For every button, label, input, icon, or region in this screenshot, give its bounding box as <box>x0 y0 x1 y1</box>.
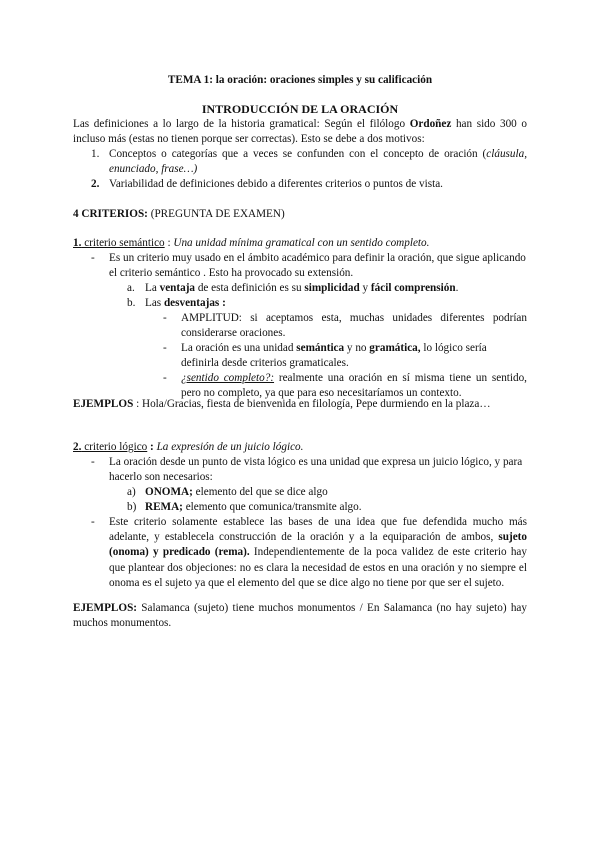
gramatica-bold: gramática, <box>369 342 421 354</box>
semantica-mid: y no <box>344 342 370 354</box>
ordonez-name: Ordoñez <box>409 118 452 130</box>
criterio-1-name: criterio semántico <box>81 237 165 249</box>
ejemplos-1-text: : Hola/Gracias, fiesta de bienvenida en filología, Pepe durmiendo en la plaza… <box>133 398 491 410</box>
ventaja-pre: La <box>145 282 160 294</box>
rema-label: b) <box>127 501 137 513</box>
criterios-heading-rest: (PREGUNTA DE EXAMEN) <box>147 208 285 220</box>
ejemplos-2-label: EJEMPLOS: <box>73 602 138 614</box>
criterio-2-name: criterio lógico <box>81 441 148 453</box>
criterio-1-heading <box>73 236 429 251</box>
semantica-bold: semántica <box>296 342 345 354</box>
sujeto-predicado-bold: sujeto (onoma) y predicado (rema). <box>109 531 527 559</box>
document-title: TEMA 1: la oración: oraciones simples y su calificación <box>167 74 433 86</box>
desventajas-pre: Las <box>145 297 164 309</box>
intro-item-1-text: Conceptos o categorías que a veces se confunden con el concepto de oración ( <box>109 148 487 160</box>
criterio-2-dash-2: - <box>91 516 95 528</box>
criterio-1-sep: : <box>164 237 174 249</box>
rema-item <box>145 500 362 515</box>
onoma-text: elemento del que se dice algo <box>192 486 328 498</box>
sentido-completo-text: realmente una oración en sí misma tiene un sentido, pero no completo, ya que para eso necesitaríamos un contexto. <box>181 372 527 400</box>
criterio-2-sep: : <box>147 441 157 453</box>
ejemplos-1-label: EJEMPLOS <box>73 398 134 410</box>
ejemplos-1 <box>73 397 491 412</box>
intro-item-2-number: 2. <box>91 178 100 190</box>
ventaja-end: . <box>455 282 459 294</box>
criterios-heading-bold: 4 CRITERIOS: <box>73 208 148 220</box>
sub-dash-2: - <box>163 342 167 354</box>
sub-dash-1: - <box>163 312 167 324</box>
onoma-bold: ONOMA; <box>145 486 193 498</box>
criterio-2-paragraph-end: Independientemente de la poca validez de este criterio hay que plantear dos objeciones: no es clara la necesidad de estos en una oración y no siempre el onoma es el sujeto ya que el elemento del que se dice algo no tiene por que ser el sujeto. <box>109 546 527 589</box>
desventajas-label: b. <box>127 297 136 309</box>
rema-text: elemento que comunica/transmite algo. <box>182 501 362 513</box>
criterios-heading <box>73 207 285 222</box>
semantica-end: lo lógico sería definirla desde criterios gramaticales. <box>181 342 487 370</box>
semantica-pre: La oración es una unidad <box>181 342 297 354</box>
intro-item-1 <box>109 147 527 177</box>
intro-text-2: han sido 300 o incluso más (estas no tienen porque ser correctas). Esto se debe a dos motivos: <box>73 118 527 146</box>
amplitud-item: AMPLITUD: si aceptamos esta, muchas unidades diferentes podrían considerarse oraciones. <box>181 312 527 340</box>
section-heading: INTRODUCCIÓN DE LA ORACIÓN <box>201 102 399 116</box>
intro-item-1-italic: cláusula, enunciado, frase…) <box>109 148 527 176</box>
simplicidad-bold: simplicidad <box>304 282 360 294</box>
rema-bold: REMA; <box>145 501 183 513</box>
criterio-2-paragraph-pre: Este criterio solamente establece las bases de una idea que fue defendida mucho más adelante, y establecela construcción de la oración y a la equiparación de ambos, <box>109 516 527 544</box>
onoma-item <box>145 485 328 500</box>
intro-text-1: Las definiciones a lo largo de la historia gramatical: Según el filólogo <box>73 118 410 130</box>
ventaja-and: y <box>359 282 371 294</box>
criterio-2-dash: - <box>91 456 95 468</box>
criterio-2-number: 2. <box>73 441 82 453</box>
criterio-2-heading <box>73 440 303 455</box>
desventajas-item <box>145 296 226 311</box>
facil-comprension-bold: fácil comprensión <box>370 282 456 294</box>
sub-dash-3: - <box>163 372 167 384</box>
intro-paragraph <box>73 117 527 147</box>
onoma-label: a) <box>127 486 136 498</box>
intro-item-2: Variabilidad de definiciones debido a diferentes criterios o puntos de vista. <box>109 178 443 190</box>
ejemplos-2 <box>73 601 527 631</box>
ventaja-label: a. <box>127 282 135 294</box>
ventaja-bold: ventaja <box>159 282 196 294</box>
criterio-1-number: 1. <box>73 237 82 249</box>
ejemplos-2-text: Salamanca (sujeto) tiene muchos monumentos / En Salamanca (no hay sujeto) hay muchos monumentos. <box>73 602 527 630</box>
criterio-1-definition: Una unidad mínima gramatical con un sentido completo. <box>173 237 430 249</box>
criterio-2-text: La oración desde un punto de vista lógico es una unidad que expresa un juicio lógico, y para hacerlo son necesarios: <box>109 456 523 484</box>
intro-item-1-number: 1. <box>91 148 100 160</box>
criterio-2-definition: La expresión de un juicio lógico. <box>156 441 304 453</box>
sentido-completo-italic: ¿sentido completo?: <box>181 372 275 384</box>
criterio-1-text: Es un criterio muy usado en el ámbito académico para definir la oración, que sigue aplicando el criterio semántico . Esto ha provocado su extensión. <box>109 252 526 280</box>
semantica-item <box>181 341 527 371</box>
ventaja-mid: de esta definición es su <box>195 282 305 294</box>
desventajas-bold: desventajas : <box>163 297 226 309</box>
criterio-2-paragraph <box>109 515 527 591</box>
criterio-1-dash: - <box>91 252 95 264</box>
ventaja-item <box>145 281 458 296</box>
